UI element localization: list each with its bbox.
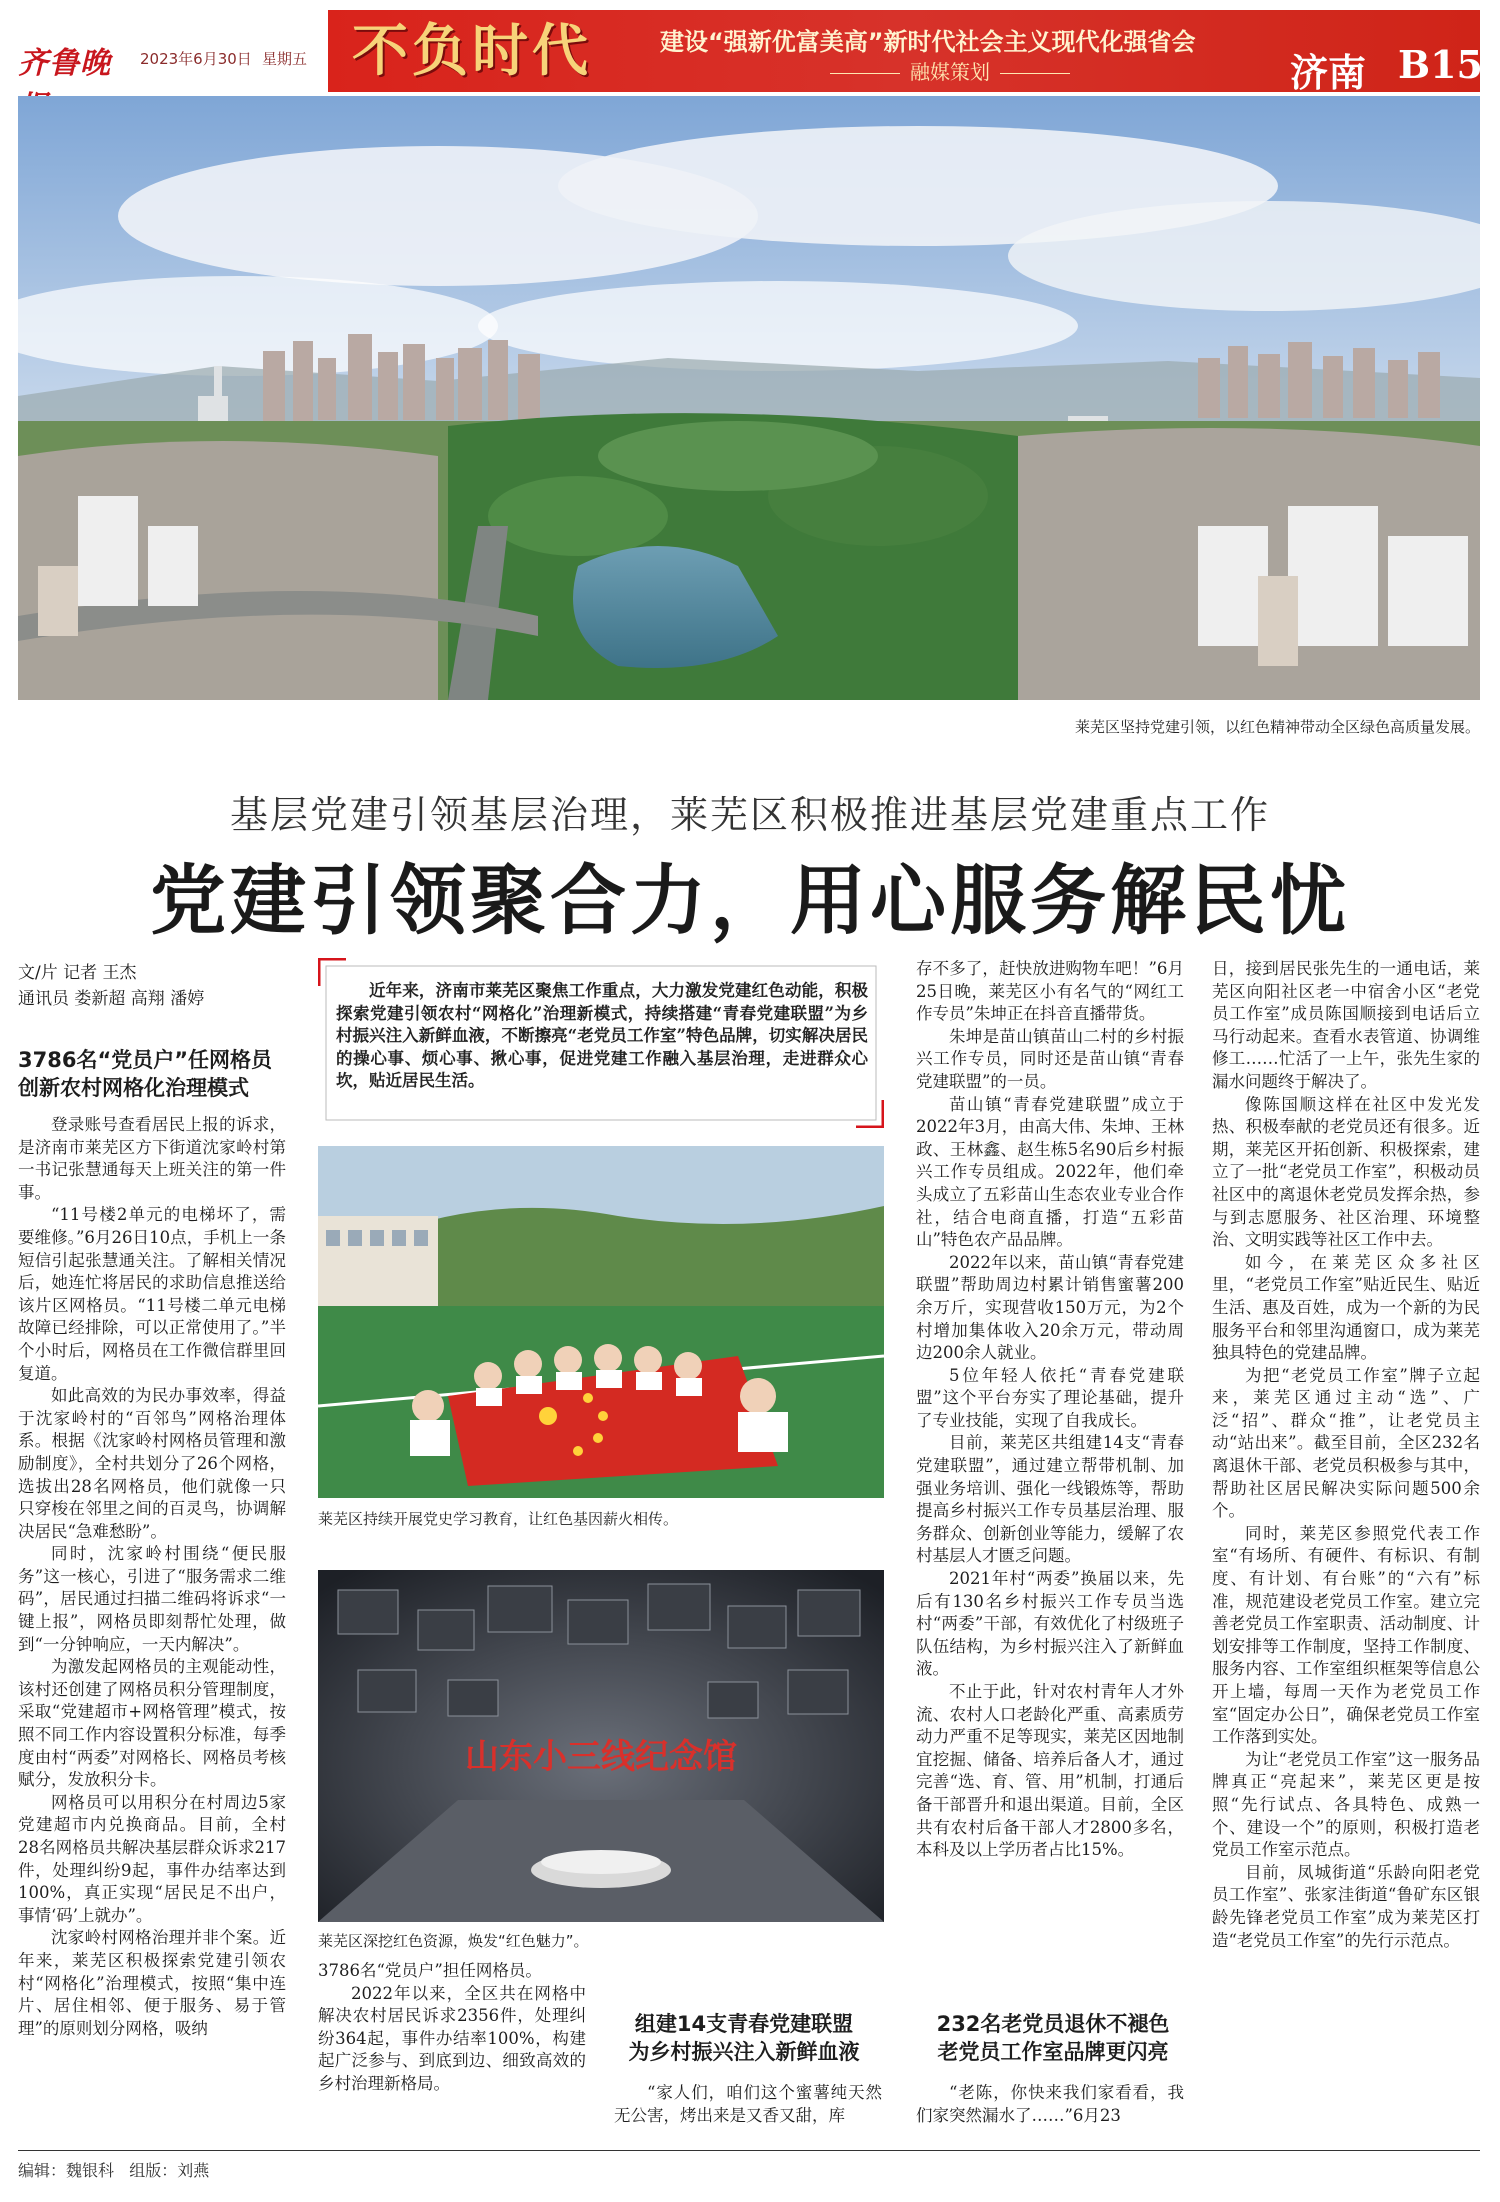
paragraph: 2021年村“两委”换届以来，先后有130名乡村振兴工作专员当选村“两委”干部，有效优化了村级班子队伍结构，为乡村振兴注入了新鲜血液。 (916, 1569, 1184, 1679)
city-panorama-illustration (18, 96, 1480, 700)
paragraph: 网格员可以用积分在村周边5家党建超市内兑换商品。目前，全村28名网格员共解决基层群众诉求217件，处理纠纷9起，事件办结率达到100%，真正实现“居民足不出户，事情‘码’上就办”。 (18, 1792, 286, 1925)
photo1-caption: 莱芜区持续开展党史学习教育，让红色基因薪火相传。 (318, 1510, 679, 1528)
byline (18, 960, 298, 1012)
section-title-grid: 3786名“党员户”任网格员 创新农村网格化治理模式 (18, 1048, 273, 1100)
paragraph: 为把“老党员工作室”牌子立起来，莱芜区通过主动“选”、广泛“招”、群众“推”，让老党员主动“站出来”。截至目前，全区232名离退休干部、老党员积极参与其中，帮助社区居民解决实际问题500余个。 (1212, 1365, 1480, 1521)
section3-lead: “老陈，你快来我们家看看，我们家突然漏水了……”6月23 (916, 2083, 1184, 2125)
byline-reporter: 文/片 记者 王杰 (18, 963, 137, 983)
paragraph: 苗山镇“青春党建联盟”成立于2022年3月，由高大伟、朱坤、王林政、王林鑫、赵生栋5名90后乡村振兴工作专员组成。2022年，他们牵头成立了五彩苗山生态农业专业合作社，结合电商直播，打造“五彩苗山”特色农产品品牌。 (916, 1094, 1184, 1250)
paragraph: 像陈国顺这样在社区中发光发热、积极奉献的老党员还有很多。近期，莱芜区开拓创新、积极探索，建立了一批“老党员工作室”，积极动员社区中的离退休老党员发挥余热，参与到志愿服务、社区治理、环境整治、文明实践等社区工作中去。 (1212, 1094, 1480, 1250)
paragraph: 同时，沈家岭村围绕“便民服务”这一核心，引进了“服务需求二维码”，居民通过扫描二维码将诉求“一键上报”，网格员即刻帮忙处理，做到“一分钟响应，一天内解决”。 (18, 1544, 286, 1654)
hero-photo (18, 96, 1480, 700)
newspaper-logo: 齐鲁晚 (18, 46, 111, 81)
paragraph: 朱坤是苗山镇苗山二村的乡村振兴工作专员，同时还是苗山镇“青春党建联盟”的一员。 (916, 1026, 1184, 1091)
byline-correspondents: 通讯员 娄新超 高翔 潘婷 (18, 989, 205, 1009)
header-slogan: 建设“强新优富美高”新时代社会主义现代化强省会 (660, 28, 1196, 56)
paragraph: 目前，莱芜区共组建14支“青春党建联盟”，通过建立帮带机制、加强业务培训、强化一线锻炼等，帮助提高乡村振兴工作专员基层治理、服务群众、创新创业等能力，缓解了农村基层人才匮乏问题。 (916, 1433, 1184, 1566)
edition-city: 济南 (1290, 50, 1367, 95)
paragraph: 3786名“党员户”担任网格员。 (318, 1961, 542, 1980)
paragraph: 目前，凤城街道“乐龄向阳老党员工作室”、张家洼街道“鲁矿东区银龄先锋老党员工作室”成为莱芜区打造“老党员工作室”的先行示范点。 (1212, 1862, 1480, 1950)
paragraph: 不止于此，针对农村青年人才外流、农村人口老龄化严重、高素质劳动力严重不足等现实，莱芜区因地制宜挖掘、储备、培养后备人才，通过完善“选、育、管、用”机制，打通后备干部晋升和退出渠道。目前，全区共有农村后备干部人才2800多名，本科及以上学历者占比15%。 (916, 1682, 1184, 1860)
article-intro: 近年来，济南市莱芜区聚焦工作重点，大力激发党建红色动能，积极探索党建引领农村“网格化”治理新模式，持续搭建“青春党建联盟”为乡村振兴注入新鲜血液，不断擦亮“老党员工作室”特色品牌，切实解决居民的操心事、烦心事、揪心事，促进党建工作融入基层治理，走进群众心坎，贴近居民生活。 (336, 981, 868, 1091)
paragraph: 沈家岭村网格治理并非个案。近年来，莱芜区积极探索党建引领农村“网格化”治理模式，按照“集中连片、居住相邻、便于服务、易于管理”的原则划分网格，吸纳 (18, 1928, 286, 2038)
paragraph: 如今，在莱芜区众多社区里，“老党员工作室”贴近民生、贴近生活、惠及百姓，成为一个新的为民服务平台和邻里沟通窗口，成为莱芜独具特色的党建品牌。 (1212, 1252, 1480, 1363)
paragraph: “11号楼2单元的电梯坏了，需要维修。”6月26日10点，手机上一条短信引起张慧通关注。了解相关情况后，她连忙将居民的求助信息推送给该片区网格员。“11号楼二单元电梯故障已经排除，可以正常使用了。”半个小时后，网格员在工作微信群里回复道。 (18, 1205, 286, 1383)
column-2-continued (318, 1960, 586, 2144)
article-subheadline: 基层党建引领基层治理，莱芜区积极推进基层党建重点工作 (229, 793, 1270, 837)
issue-date: 2023年6月30日 (140, 50, 252, 68)
paragraph: 2022年以来，苗山镇“青春党建联盟”帮助周边村累计销售蜜薯200余万斤，实现营收150万元，为2个村增加集体收入20余万元，带动周边200余人就业。 (916, 1252, 1184, 1363)
photo-students-flag (318, 1146, 884, 1498)
section2-lead: “家人们，咱们这个蜜薯纯天然无公害，烤出来是又香又甜，库 (614, 2083, 882, 2125)
column-5 (1212, 958, 1480, 2144)
section-title-veteran-studio: 232名老党员退休不褪色 老党员工作室品牌更闪亮 (936, 2012, 1170, 2064)
editor-credit: 编辑：魏银科 (18, 2161, 115, 2180)
paragraph: 存不多了，赶快放进购物车吧！”6月25日晚，莱芜区小有名气的“网红工作专员”朱坤正在抖音直播带货。 (916, 959, 1184, 1024)
hero-caption: 莱芜区坚持党建引领，以红色精神带动全区绿色高质量发展。 (1074, 718, 1480, 736)
paragraph: 为让“老党员工作室”这一服务品牌真正“亮起来”，莱芜区更是按照“先行试点、各具特色、成熟一个、建设一个”的原则，积极打造老党员工作室示范点。 (1212, 1749, 1480, 1860)
column-4 (916, 958, 1184, 2144)
paragraph: 2022年以来，全区共在网格中解决农村居民诉求2356件，处理纠纷364起，事件办结率100%，构建起广泛参与、到底到边、细致高效的乡村治理新格局。 (318, 1983, 586, 2093)
paragraph: 为激发起网格员的主观能动性，该村还创建了网格员积分管理制度，采取“党建超市+网格管理”模式，按照不同工作内容设置积分标准，每季度由村“两委”对网格长、网格员考核赋分，发放积分卡。 (18, 1657, 286, 1790)
column-1 (18, 1114, 286, 2144)
paragraph: 同时，莱芜区参照党代表工作室“有场所、有硬件、有标识、有制度、有计划、有台账”的“六有”标准，规范建设老党员工作室。建立完善老党员工作室职责、活动制度、计划安排等工作制度，坚持工作制度、服务内容、工作室组织框架等信息公开上墙，每周一天作为老党员工作室“固定办公日”，确保老党员工作室工作落到实处。 (1212, 1523, 1480, 1747)
issue-weekday: 星期五 (262, 50, 308, 68)
photo-memorial-hall (318, 1570, 884, 1922)
paragraph: 登录账号查看居民上报的诉求，是济南市莱芜区方下街道沈家岭村第一书记张慧通每天上班关注的第一件事。 (18, 1115, 286, 1202)
paragraph: 如此高效的为民办事效率，得益于沈家岭村的“百邻鸟”网格治理体系。根据《沈家岭村网格员管理和激励制度》，全村共划分了26个网格，选拔出28名网格员，他们就像一只只穿梭在邻里之间的百灵鸟，协调解决居民“急难愁盼”。 (18, 1386, 286, 1541)
page-number: B15 (1398, 42, 1483, 87)
memorial-sign: 山东小三线纪念馆 (465, 1737, 737, 1777)
photo2-caption: 莱芜区深挖红色资源，焕发“红色魅力”。 (318, 1932, 589, 1950)
paragraph: 日，接到居民张先生的一通电话，莱芜区向阳社区老一中宿舍小区“老党员工作室”成员陈国顺接到电话后立马行动起来。查看水表管道、协调维修工……忙活了一上午，张先生家的漏水问题终于解决了。 (1212, 959, 1480, 1091)
column-title: 不负时代 (352, 18, 592, 84)
footer-credits (18, 2158, 209, 2181)
section-title-youth-alliance: 组建14支青春党建联盟 为乡村振兴注入新鲜血液 (628, 2012, 860, 2064)
footer-divider (18, 2150, 1480, 2151)
header-sub-slogan: 融媒策划 (760, 56, 1140, 85)
layout-credit: 组版：刘燕 (129, 2161, 210, 2180)
paragraph: 5位年轻人依托“青春党建联盟”这个平台夯实了理论基础，提升了专业技能，实现了自我成长。 (916, 1365, 1184, 1430)
article-headline: 党建引领聚合力，用心服务解民忧 (150, 856, 1350, 945)
